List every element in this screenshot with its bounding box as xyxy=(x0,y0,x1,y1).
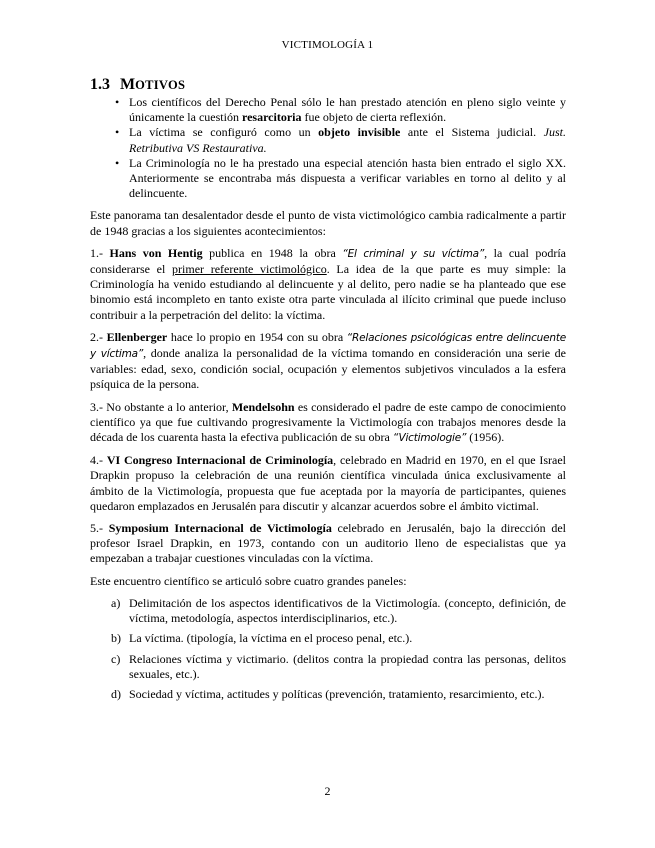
running-header: VICTIMOLOGÍA 1 xyxy=(281,39,374,51)
event-paragraph-4 xyxy=(90,453,566,514)
event-text: publica en 1948 la obra xyxy=(202,245,343,260)
event-text: es considerado el padre de este campo de conocimiento científico ya que fue cultivando progresivamente la Victimología con trabajos menores desde la década de los cuarenta hasta la efectiva publicación de su obra xyxy=(90,399,566,445)
panel-text: Sociedad y víctima, actitudes y políticas (prevención, tratamiento, resarcimiento, etc.). xyxy=(129,686,545,701)
bullet-item xyxy=(90,125,566,155)
event-text: (1956). xyxy=(466,430,505,445)
event-text: , la cual podría considerarse el xyxy=(90,245,567,277)
event-text: , celebrado en Madrid en 1970, en el que Israel Drapkin propuso la celebración de una reunión científica vinculada única exclusivamente al ámbito de la Victimología, propuesta que fue aceptada por la mayoría de participantes, quienes quedaron emplazados en Jerusalén para discutir y alcanzar acuerdos sobre el ámbito victimal. xyxy=(90,453,566,513)
panel-marker: c) xyxy=(111,651,121,666)
bullet-item xyxy=(90,156,566,202)
panels-list xyxy=(90,596,566,702)
bullet-text: fue objeto de cierta reflexión. xyxy=(301,110,447,125)
panel-text: La víctima. (tipología, la víctima en el proceso penal, etc.). xyxy=(129,631,413,646)
bullet-item xyxy=(90,95,566,125)
event-number: 1.- xyxy=(90,245,110,260)
page-body xyxy=(90,76,566,707)
event-name: Symposium Internacional de Victimología xyxy=(108,521,332,536)
panel-marker: a) xyxy=(111,595,121,610)
event-text: No obstante a lo anterior, xyxy=(106,399,232,414)
event-text: , donde analiza la personalidad de la víctima tomando en consideración una serie de variables: edad, sexo, condición social, ocupación y elementos subjetivos vinculados a la esfera psíquica de la persona. xyxy=(90,346,566,392)
section-number: 1.3 xyxy=(90,76,110,93)
panel-text: Delimitación de los aspectos identificativos de la Victimología. (concepto, definición, de víctima, metodología, aspectos interdisciplinarios, etc.). xyxy=(129,595,566,626)
event-text: hace lo propio en 1954 con su obra xyxy=(167,329,347,344)
event-number: 4.- xyxy=(90,453,107,468)
event-paragraph-1 xyxy=(90,246,566,323)
underlined-phrase: primer referente victimológico xyxy=(172,262,327,277)
work-title: “Relaciones psicológicas entre delincuente y víctima” xyxy=(90,331,567,361)
motives-bullet-list xyxy=(90,95,566,201)
panel-marker: d) xyxy=(111,686,121,701)
section-heading xyxy=(90,76,566,94)
event-author: Hans von Hentig xyxy=(109,245,203,260)
event-text: . La idea de la que parte es muy simple: la Criminología ha venido estudiando al delincuente y al delito, pero nadie se ha planteado que ese binomio está incompleto en tanto existe otra parte vinculada al ilícito criminal que puede incluso contribuir a la perpetración del delito: la víctima. xyxy=(90,262,566,322)
event-author: Ellenberger xyxy=(106,329,168,344)
panel-text: Relaciones víctima y victimario. (delitos contra la propiedad contra las personas, delitos sexuales, etc.). xyxy=(129,651,566,681)
panel-item xyxy=(90,596,566,626)
panels-intro-paragraph: Este encuentro científico se articuló sobre cuatro grandes paneles: xyxy=(90,573,407,588)
event-paragraph-3 xyxy=(90,400,566,447)
event-author: Mendelsohn xyxy=(231,399,295,414)
event-number: 3.- xyxy=(90,399,107,414)
event-paragraph-5 xyxy=(90,521,566,567)
work-title: “Victimologie” xyxy=(392,432,467,445)
panel-marker: b) xyxy=(111,631,121,646)
page-number: 2 xyxy=(324,784,331,798)
event-number: 2.- xyxy=(90,329,107,344)
panel-item xyxy=(90,652,566,682)
intro-paragraph: Este panorama tan desalentador desde el punto de vista victimológico cambia radicalmente a partir de 1948 gracias a los siguientes acontecimientos: xyxy=(90,208,566,238)
bullet-bold-term: resarcitoria xyxy=(241,110,302,125)
bullet-bold-term: objeto invisible xyxy=(318,125,401,140)
event-paragraph-2 xyxy=(90,330,566,393)
panel-item xyxy=(90,631,566,646)
bullet-italic-note: Just. Retributiva VS Restaurativa. xyxy=(129,125,567,155)
panel-item xyxy=(90,687,566,702)
section-title-initial: M xyxy=(120,76,136,93)
event-name: VI Congreso Internacional de Criminología xyxy=(106,453,334,468)
bullet-text: La Criminología no le ha prestado una especial atención hasta bien entrado el siglo XX. Anteriormente se encontraba más dispuesta a verificar variables en torno al delito y al delincuente. xyxy=(129,155,566,201)
event-number: 5.- xyxy=(90,521,109,536)
work-title: “El criminal y su víctima” xyxy=(342,247,485,260)
bullet-text: Los científicos del Derecho Penal sólo le han prestado atención en pleno siglo veinte y únicamente la cuestión xyxy=(129,95,566,125)
bullet-text: ante el Sistema judicial. xyxy=(400,125,544,140)
section-title-rest: OTIVOS xyxy=(135,78,186,92)
bullet-text: La víctima se configuró como un xyxy=(129,125,319,140)
event-text: celebrado en Jerusalén, bajo la dirección del profesor Israel Drapkin, en 1973, contando con un auditorio lleno de especialistas que ya empezaban a trabajar cuestiones vinculadas con la víctima. xyxy=(90,521,566,566)
